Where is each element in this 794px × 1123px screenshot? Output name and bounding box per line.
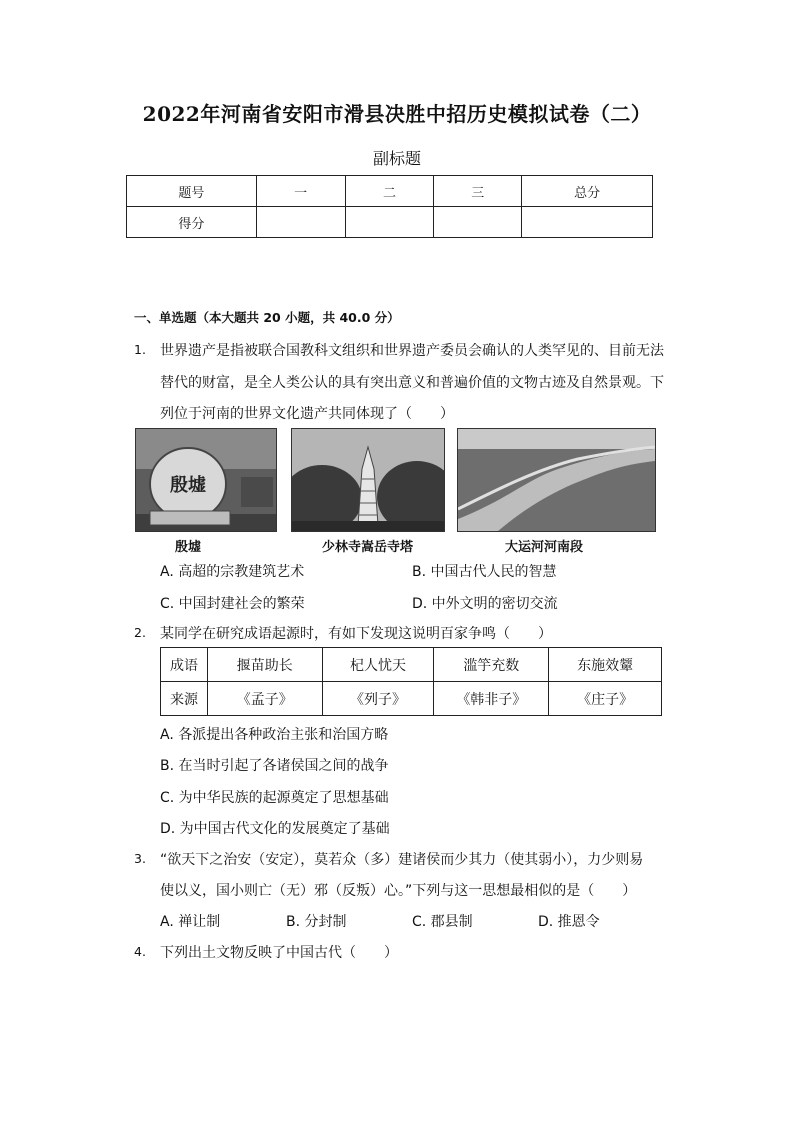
option-d[interactable]: D. 中外文明的密切交流 [412, 596, 558, 612]
question-text: “欲天下之治安（安定），莫若众（多）建诸侯而少其力（使其弱小），力少则易 [160, 852, 644, 868]
question-text: 替代的财富，是全人类公认的具有突出意义和普遍价值的文物古迹及自然景观。下 [160, 375, 664, 391]
table-cell: 东施效颦 [549, 648, 662, 682]
yinxu-photo [135, 428, 277, 532]
option-b[interactable]: B. 在当时引起了各诸侯国之间的战争 [160, 758, 389, 774]
grand-canal-photo [457, 428, 656, 532]
table-cell: 《韩非子》 [434, 682, 549, 716]
table-cell: 《列子》 [322, 682, 434, 716]
table-cell [345, 207, 434, 238]
table-cell: 题号 [127, 176, 257, 207]
table-cell: 滥竽充数 [434, 648, 549, 682]
image-caption: 大运河河南段 [505, 540, 584, 555]
option-d[interactable]: D. 为中国古代文化的发展奠定了基础 [160, 821, 390, 837]
question-number: 1. [134, 342, 146, 357]
question-number: 3. [134, 851, 146, 866]
table-cell [434, 207, 522, 238]
table-cell: 揠苗助长 [207, 648, 322, 682]
question-text: 列位于河南的世界文化遗产共同体现了（ ） [160, 406, 454, 422]
table-row [127, 207, 653, 238]
question-text: 世界遗产是指被联合国教科文组织和世界遗产委员会确认的人类罕见的、目前无法 [160, 343, 664, 359]
exam-subtitle: 副标题 [372, 149, 421, 168]
table-cell: 一 [256, 176, 345, 207]
image-caption: 少林寺嵩岳寺塔 [322, 540, 414, 555]
idiom-table [160, 647, 662, 716]
question-text: 下列出土文物反映了中国古代（ ） [160, 945, 398, 961]
exam-title: 2022年河南省安阳市滑县决胜中招历史模拟试卷（二） [142, 102, 652, 126]
option-c[interactable]: C. 中国封建社会的繁荣 [160, 596, 305, 612]
stone-inscription: 殷墟 [170, 475, 206, 496]
songyue-pagoda-photo [291, 428, 445, 532]
option-a[interactable]: A. 各派提出各种政治主张和治国方略 [160, 727, 389, 743]
option-d[interactable]: D. 推恩令 [538, 914, 600, 930]
option-a[interactable]: A. 禅让制 [160, 914, 221, 930]
table-cell: 来源 [161, 682, 208, 716]
table-cell: 三 [434, 176, 522, 207]
question-text: 使以义，国小则亡（无）邪（反叛）心。”下列与这一思想最相似的是（ ） [160, 883, 637, 899]
question-number: 4. [134, 944, 146, 959]
table-row [161, 682, 662, 716]
section-heading: 一、单选题（本大题共 20 小题，共 40.0 分） [134, 310, 400, 325]
option-b[interactable]: B. 分封制 [286, 914, 347, 930]
table-cell: 杞人忧天 [322, 648, 434, 682]
image-caption: 殷墟 [175, 540, 202, 555]
table-row [127, 176, 653, 207]
table-cell [522, 207, 653, 238]
table-cell: 得分 [127, 207, 257, 238]
table-cell: 总分 [522, 176, 653, 207]
question-number: 2. [134, 625, 146, 640]
table-cell: 成语 [161, 648, 208, 682]
score-table [126, 175, 653, 238]
option-c[interactable]: C. 为中华民族的起源奠定了思想基础 [160, 790, 389, 806]
option-a[interactable]: A. 高超的宗教建筑艺术 [160, 564, 305, 580]
table-cell: 《庄子》 [549, 682, 662, 716]
option-c[interactable]: C. 郡县制 [412, 914, 473, 930]
table-cell: 《孟子》 [207, 682, 322, 716]
option-b[interactable]: B. 中国古代人民的智慧 [412, 564, 557, 580]
table-cell [256, 207, 345, 238]
table-cell: 二 [345, 176, 434, 207]
question-text: 某同学在研究成语起源时，有如下发现这说明百家争鸣（ ） [160, 626, 552, 642]
table-row [161, 648, 662, 682]
